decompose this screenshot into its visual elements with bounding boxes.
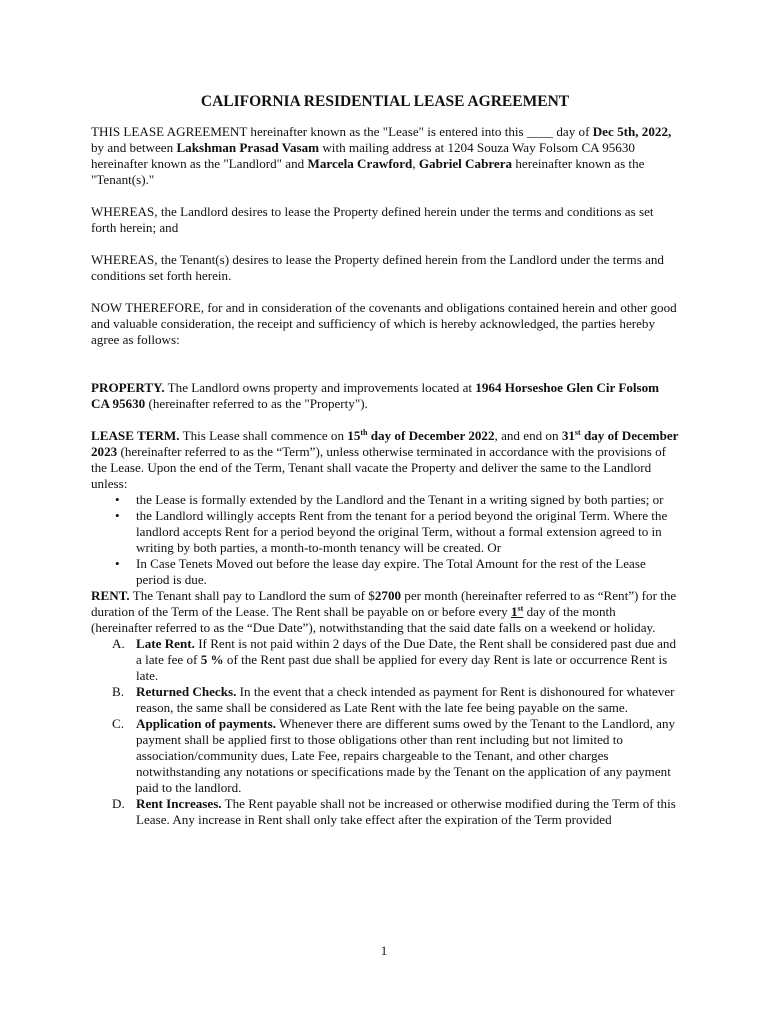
intro-text-2: by and between bbox=[91, 140, 177, 155]
intro-text-5: hereinafter known as the "Tenant(s)." bbox=[91, 156, 645, 187]
application-of-payments-heading: Application of payments. bbox=[136, 716, 277, 731]
list-item-application-of-payments bbox=[112, 716, 679, 796]
property-heading: PROPERTY. bbox=[91, 380, 165, 395]
rent-text-1: The Tenant shall pay to Landlord the sum of $ bbox=[129, 588, 375, 603]
list-item-rent-increases bbox=[112, 796, 679, 828]
late-rent-heading: Late Rent. bbox=[136, 636, 195, 651]
list-item-returned-checks bbox=[112, 684, 679, 716]
list-item-late-rent bbox=[112, 636, 679, 684]
end-day-suffix: st bbox=[574, 428, 581, 437]
rent-due-day bbox=[511, 604, 523, 619]
list-marker: D. bbox=[112, 796, 125, 811]
end-month-year: day of December 2023 bbox=[91, 428, 679, 459]
lease-term-text-3: (hereinafter referred to as the “Term”), unless otherwise terminated in accordance with the provisions of the Lease. Upon the end of the Term, Tenant shall vacate the Property and deliver the same to the Landlord unless: bbox=[91, 444, 666, 491]
lease-term-section bbox=[91, 428, 679, 492]
lease-term-text-2: , and end on bbox=[494, 428, 562, 443]
intro-text-3: with mailing address at 1204 Souza Way Folsom CA 95630 hereinafter known as the "Landlord" and bbox=[91, 140, 635, 171]
returned-checks-heading: Returned Checks. bbox=[136, 684, 237, 699]
rent-provisions-list bbox=[91, 636, 679, 828]
lease-term-conditions-list bbox=[91, 492, 679, 588]
lease-term-text-1: This Lease shall commence on bbox=[179, 428, 348, 443]
start-day-suffix: th bbox=[360, 428, 368, 437]
now-therefore-paragraph: NOW THEREFORE, for and in consideration of the covenants and obligations contained herein and other good and valuable consideration, the receipt and sufficiency of which is hereby acknowledged, the parties hereby agree as follows: bbox=[91, 300, 677, 347]
list-item: • In Case Tenets Moved out before the lease day expire. The Total Amount for the rest of the Lease period is due. bbox=[136, 556, 679, 588]
rent-text-3: day of the month (hereinafter referred to as the “Due Date”), notwithstanding that the said date falls on a weekend or holiday. bbox=[91, 604, 656, 635]
property-text-2: (hereinafter referred to as the "Property"). bbox=[145, 396, 368, 411]
intro-text-4: , bbox=[412, 156, 419, 171]
whereas-tenant-paragraph: WHEREAS, the Tenant(s) desires to lease the Property defined herein from the Landlord under the terms and conditions set forth herein. bbox=[91, 252, 664, 283]
page-number: 1 bbox=[380, 943, 388, 958]
list-marker: A. bbox=[112, 636, 125, 651]
whereas-landlord-paragraph: WHEREAS, the Landlord desires to lease the Property defined herein under the terms and conditions as set forth herein; and bbox=[91, 204, 654, 235]
late-rent-text-1: If Rent is not paid within 2 days of the Due Date, the Rent shall be considered past due and a late fee of bbox=[136, 636, 677, 667]
list-item: • the Lease is formally extended by the Landlord and the Tenant in a writing signed by both parties; or bbox=[136, 492, 679, 508]
intro-paragraph bbox=[91, 124, 679, 188]
document-page bbox=[91, 92, 679, 828]
tenant-name-1: Marcela Crawford bbox=[307, 156, 413, 171]
rent-increases-heading: Rent Increases. bbox=[136, 796, 222, 811]
application-of-payments-text: Whenever there are different sums owed by the Tenant to the Landlord, any payment shall be applied first to those obligations other than rent including but not limited to association/community dues, Late Fee, repairs chargeable to the Tenant, and other charges notwithstanding any notations or specifications made by the Tenant on the application of any payment paid to the landlord. bbox=[136, 716, 676, 795]
late-fee-percent: 5 % bbox=[200, 652, 224, 667]
start-day: 15 bbox=[347, 428, 361, 443]
tenant-name-2: Gabriel Cabrera bbox=[418, 156, 513, 171]
rent-amount: 2700 bbox=[374, 588, 402, 603]
property-section bbox=[91, 380, 679, 412]
returned-checks-text: In the event that a check intended as payment for Rent is dishonoured for whatever reason, the same shall be considered as Late Rent with the late fee being payable on the same. bbox=[136, 684, 675, 715]
document-title: CALIFORNIA RESIDENTIAL LEASE AGREEMENT bbox=[200, 93, 570, 110]
rent-section bbox=[91, 588, 679, 636]
end-day: 31 bbox=[561, 428, 575, 443]
agreement-date: Dec 5th, 2022, bbox=[592, 124, 672, 139]
rent-increases-text: The Rent payable shall not be increased or otherwise modified during the Term of this Lease. Any increase in Rent shall only take effect after the expiration of the Term provided bbox=[136, 796, 676, 827]
list-marker: B. bbox=[112, 684, 125, 699]
list-marker: C. bbox=[112, 716, 125, 731]
start-month-year: day of December 2022 bbox=[367, 428, 495, 443]
property-text-1: The Landlord owns property and improvements located at bbox=[164, 380, 476, 395]
due-day: 1 bbox=[511, 604, 518, 619]
landlord-name: Lakshman Prasad Vasam bbox=[176, 140, 320, 155]
intro-text-1: THIS LEASE AGREEMENT hereinafter known as the "Lease" is entered into this ____ day of bbox=[91, 124, 593, 139]
rent-text-2: per month (hereinafter referred to as “Rent”) for the duration of the Term of the Lease. The Rent shall be payable on or before every bbox=[91, 588, 677, 619]
list-item: • the Landlord willingly accepts Rent from the tenant for a period beyond the original Term. Where the landlord accepts Rent for a period beyond the original Term, without a formal extension agreed to in writing by both parties, a month-to-month tenancy will be created. Or bbox=[136, 508, 679, 556]
rent-heading: RENT. bbox=[91, 588, 130, 603]
due-day-suffix: st bbox=[517, 604, 524, 613]
property-address: 1964 Horseshoe Glen Cir Folsom CA 95630 bbox=[91, 380, 660, 411]
late-rent-text-2: of the Rent past due shall be applied for every day Rent is late or occurrence Rent is late. bbox=[136, 652, 668, 683]
lease-term-heading: LEASE TERM. bbox=[91, 428, 180, 443]
lease-start-date bbox=[347, 428, 494, 443]
